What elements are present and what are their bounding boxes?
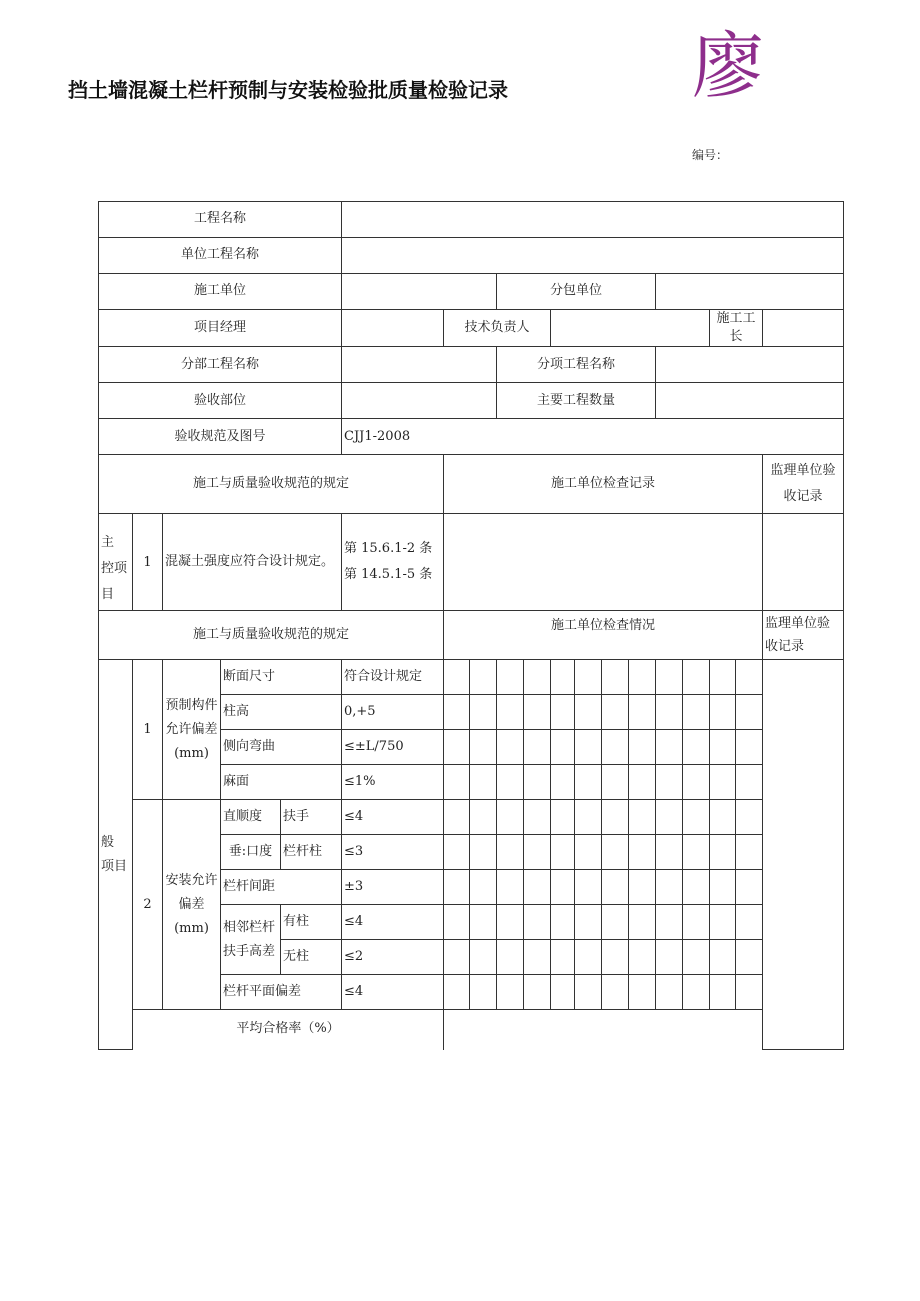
check-cell[interactable]	[575, 870, 602, 905]
division-name-value[interactable]	[342, 347, 497, 383]
check-cell[interactable]	[575, 905, 602, 940]
check-cell[interactable]	[470, 800, 497, 835]
check-cell[interactable]	[683, 835, 710, 870]
check-cell[interactable]	[629, 660, 656, 695]
subdivision-name-value[interactable]	[656, 347, 844, 383]
check-cell[interactable]	[736, 835, 763, 870]
check-cell[interactable]	[575, 695, 602, 730]
group2-label: 安装允许偏差(mm)	[163, 800, 221, 1010]
check-cell[interactable]	[656, 975, 683, 1010]
check-cell[interactable]	[444, 660, 470, 695]
check-cell[interactable]	[551, 940, 575, 975]
group1-row-value: ≤1%	[342, 765, 444, 800]
check-cell[interactable]	[736, 905, 763, 940]
tech-lead-label: 技术负责人	[444, 310, 551, 347]
main-control-supervision-header: 监理单位验收记录	[763, 455, 844, 514]
general-label: 般 项目	[99, 660, 133, 1050]
check-cell[interactable]	[551, 695, 575, 730]
serial-label: 编号：	[692, 148, 729, 162]
check-cell[interactable]	[575, 800, 602, 835]
check-cell[interactable]	[575, 730, 602, 765]
general-supervision-value[interactable]	[763, 660, 844, 1050]
check-cell[interactable]	[524, 940, 551, 975]
check-cell[interactable]	[444, 730, 470, 765]
check-cell[interactable]	[629, 695, 656, 730]
group1-row-name: 侧向弯曲	[221, 730, 342, 765]
check-cell[interactable]	[683, 660, 710, 695]
check-cell[interactable]	[524, 660, 551, 695]
check-cell[interactable]	[629, 800, 656, 835]
check-cell[interactable]	[656, 905, 683, 940]
group1-row-value: 符合设计规定	[342, 660, 444, 695]
main-control-supervision-value[interactable]	[763, 514, 844, 611]
check-cell[interactable]	[736, 975, 763, 1010]
main-control-clause: 第 15.6.1-2 条第 14.5.1-5 条	[342, 514, 444, 611]
check-cell[interactable]	[656, 695, 683, 730]
check-cell[interactable]	[444, 975, 470, 1010]
logo-mark: 廖	[692, 24, 765, 108]
straightness-label: 直顺度	[221, 800, 281, 835]
adjacent-height-label: 相邻栏杆扶手高差	[221, 905, 281, 975]
check-cell[interactable]	[710, 975, 736, 1010]
check-cell[interactable]	[470, 730, 497, 765]
check-cell[interactable]	[470, 695, 497, 730]
check-cell[interactable]	[497, 835, 524, 870]
with-post-value: ≤4	[342, 905, 444, 940]
check-cell[interactable]	[444, 835, 470, 870]
check-cell[interactable]	[470, 660, 497, 695]
check-cell[interactable]	[683, 765, 710, 800]
spacing-label: 栏杆间距	[221, 870, 342, 905]
group1-row-name: 麻面	[221, 765, 342, 800]
general-check-header: 施工单位检查情况	[444, 611, 763, 660]
check-cell[interactable]	[602, 940, 629, 975]
main-control-spec-header: 施工与质量验收规范的规定	[99, 455, 444, 514]
check-cell[interactable]	[736, 660, 763, 695]
acceptance-part-label: 验收部位	[99, 383, 342, 419]
handrail-value: ≤4	[342, 800, 444, 835]
post-label: 栏杆柱	[281, 835, 342, 870]
check-cell[interactable]	[602, 835, 629, 870]
check-cell[interactable]	[524, 835, 551, 870]
standard-label: 验收规范及图号	[99, 419, 342, 455]
tech-lead-value[interactable]	[551, 310, 710, 347]
check-cell[interactable]	[497, 940, 524, 975]
check-cell[interactable]	[736, 940, 763, 975]
check-cell[interactable]	[470, 835, 497, 870]
check-cell[interactable]	[444, 870, 470, 905]
subcontractor-label: 分包单位	[497, 274, 656, 310]
check-cell[interactable]	[736, 730, 763, 765]
check-cell[interactable]	[497, 695, 524, 730]
inspection-table	[98, 201, 844, 1050]
check-cell[interactable]	[497, 660, 524, 695]
group1-no: 1	[133, 660, 163, 800]
main-quantity-label: 主要工程数量	[497, 383, 656, 419]
main-control-label: 主 控项目	[99, 514, 133, 611]
project-manager-value[interactable]	[342, 310, 444, 347]
check-cell[interactable]	[444, 905, 470, 940]
check-cell[interactable]	[629, 835, 656, 870]
project-name-label: 工程名称	[99, 202, 342, 238]
check-cell[interactable]	[710, 870, 736, 905]
foreman-value[interactable]	[763, 310, 844, 347]
subcontractor-value[interactable]	[656, 274, 844, 310]
acceptance-part-value[interactable]	[342, 383, 497, 419]
check-cell[interactable]	[629, 730, 656, 765]
check-cell[interactable]	[710, 695, 736, 730]
check-cell[interactable]	[656, 765, 683, 800]
division-name-label: 分部工程名称	[99, 347, 342, 383]
check-cell[interactable]	[497, 730, 524, 765]
check-cell[interactable]	[683, 975, 710, 1010]
check-cell[interactable]	[575, 835, 602, 870]
check-cell[interactable]	[683, 730, 710, 765]
check-cell[interactable]	[710, 905, 736, 940]
check-cell[interactable]	[444, 800, 470, 835]
project-manager-label: 项目经理	[99, 310, 342, 347]
unit-project-name-label: 单位工程名称	[99, 238, 342, 274]
check-cell[interactable]	[683, 870, 710, 905]
group2-no: 2	[133, 800, 163, 1010]
check-cell[interactable]	[470, 765, 497, 800]
check-cell[interactable]	[710, 800, 736, 835]
plane-deviation-value: ≤4	[342, 975, 444, 1010]
main-quantity-value[interactable]	[656, 383, 844, 419]
check-cell[interactable]	[736, 695, 763, 730]
pass-rate-value[interactable]	[444, 1010, 763, 1050]
check-cell[interactable]	[629, 975, 656, 1010]
check-cell[interactable]	[497, 765, 524, 800]
group1-row-name: 柱高	[221, 695, 342, 730]
construction-unit-value[interactable]	[342, 274, 497, 310]
check-cell[interactable]	[629, 940, 656, 975]
check-cell[interactable]	[736, 765, 763, 800]
check-cell[interactable]	[470, 940, 497, 975]
check-cell[interactable]	[629, 765, 656, 800]
check-cell[interactable]	[497, 975, 524, 1010]
group1-label: 预制构件允许偏差(mm)	[163, 660, 221, 800]
group1-row-name: 断面尺寸	[221, 660, 342, 695]
check-cell[interactable]	[575, 660, 602, 695]
check-cell[interactable]	[710, 660, 736, 695]
check-cell[interactable]	[575, 765, 602, 800]
check-cell[interactable]	[551, 730, 575, 765]
check-cell[interactable]	[602, 730, 629, 765]
general-spec-header: 施工与质量验收规范的规定	[99, 611, 444, 660]
check-cell[interactable]	[551, 660, 575, 695]
check-cell[interactable]	[602, 870, 629, 905]
check-cell[interactable]	[656, 835, 683, 870]
verticality-label: 垂:口度	[221, 835, 281, 870]
spacing-value: ±3	[342, 870, 444, 905]
no-post-label: 无柱	[281, 940, 342, 975]
check-cell[interactable]	[736, 800, 763, 835]
check-cell[interactable]	[629, 905, 656, 940]
check-cell[interactable]	[575, 940, 602, 975]
group1-row-value: ≤±L/750	[342, 730, 444, 765]
with-post-label: 有柱	[281, 905, 342, 940]
check-cell[interactable]	[656, 940, 683, 975]
check-cell[interactable]	[497, 905, 524, 940]
check-cell[interactable]	[575, 975, 602, 1010]
check-cell[interactable]	[524, 730, 551, 765]
construction-unit-label: 施工单位	[99, 274, 342, 310]
document-title: 挡土墙混凝土栏杆预制与安装检验批质量检验记录	[68, 78, 508, 102]
check-cell[interactable]	[551, 765, 575, 800]
check-cell[interactable]	[444, 940, 470, 975]
unit-project-name-value[interactable]	[342, 238, 844, 274]
check-cell[interactable]	[602, 765, 629, 800]
check-cell[interactable]	[551, 975, 575, 1010]
check-cell[interactable]	[656, 800, 683, 835]
check-cell[interactable]	[524, 800, 551, 835]
check-cell[interactable]	[710, 730, 736, 765]
project-name-value[interactable]	[342, 202, 844, 238]
subdivision-name-label: 分项工程名称	[497, 347, 656, 383]
check-cell[interactable]	[602, 660, 629, 695]
plane-deviation-label: 栏杆平面偏差	[221, 975, 342, 1010]
check-cell[interactable]	[444, 765, 470, 800]
check-cell[interactable]	[524, 765, 551, 800]
check-cell[interactable]	[497, 800, 524, 835]
group1-row-value: 0,+5	[342, 695, 444, 730]
foreman-label: 施工工长	[710, 310, 763, 347]
check-cell[interactable]	[551, 835, 575, 870]
check-cell[interactable]	[736, 870, 763, 905]
handrail-label: 扶手	[281, 800, 342, 835]
check-cell[interactable]	[551, 800, 575, 835]
check-cell[interactable]	[524, 975, 551, 1010]
check-cell[interactable]	[470, 905, 497, 940]
check-cell[interactable]	[629, 870, 656, 905]
check-cell[interactable]	[683, 695, 710, 730]
standard-value[interactable]: CJJ1-2008	[342, 419, 844, 455]
main-control-item-no: 1	[133, 514, 163, 611]
check-cell[interactable]	[683, 905, 710, 940]
check-cell[interactable]	[710, 940, 736, 975]
check-cell[interactable]	[444, 695, 470, 730]
check-cell[interactable]	[683, 940, 710, 975]
main-control-record-value[interactable]	[444, 514, 763, 611]
check-cell[interactable]	[602, 905, 629, 940]
check-cell[interactable]	[656, 730, 683, 765]
pass-rate-label: 平均合格率（%）	[133, 1010, 444, 1050]
check-cell[interactable]	[470, 975, 497, 1010]
check-cell[interactable]	[710, 765, 736, 800]
check-cell[interactable]	[524, 905, 551, 940]
post-value: ≤3	[342, 835, 444, 870]
main-control-record-header: 施工单位检查记录	[444, 455, 763, 514]
check-cell[interactable]	[656, 870, 683, 905]
main-control-item-text: 混凝土强度应符合设计规定。	[163, 514, 342, 611]
check-cell[interactable]	[551, 870, 575, 905]
check-cell[interactable]	[656, 660, 683, 695]
check-cell[interactable]	[710, 835, 736, 870]
check-cell[interactable]	[602, 800, 629, 835]
check-cell[interactable]	[683, 800, 710, 835]
check-cell[interactable]	[602, 695, 629, 730]
check-cell[interactable]	[470, 870, 497, 905]
general-supervision-header: 监理单位验收记录	[763, 611, 844, 660]
check-cell[interactable]	[497, 870, 524, 905]
check-cell[interactable]	[551, 905, 575, 940]
check-cell[interactable]	[524, 870, 551, 905]
no-post-value: ≤2	[342, 940, 444, 975]
check-cell[interactable]	[602, 975, 629, 1010]
check-cell[interactable]	[524, 695, 551, 730]
